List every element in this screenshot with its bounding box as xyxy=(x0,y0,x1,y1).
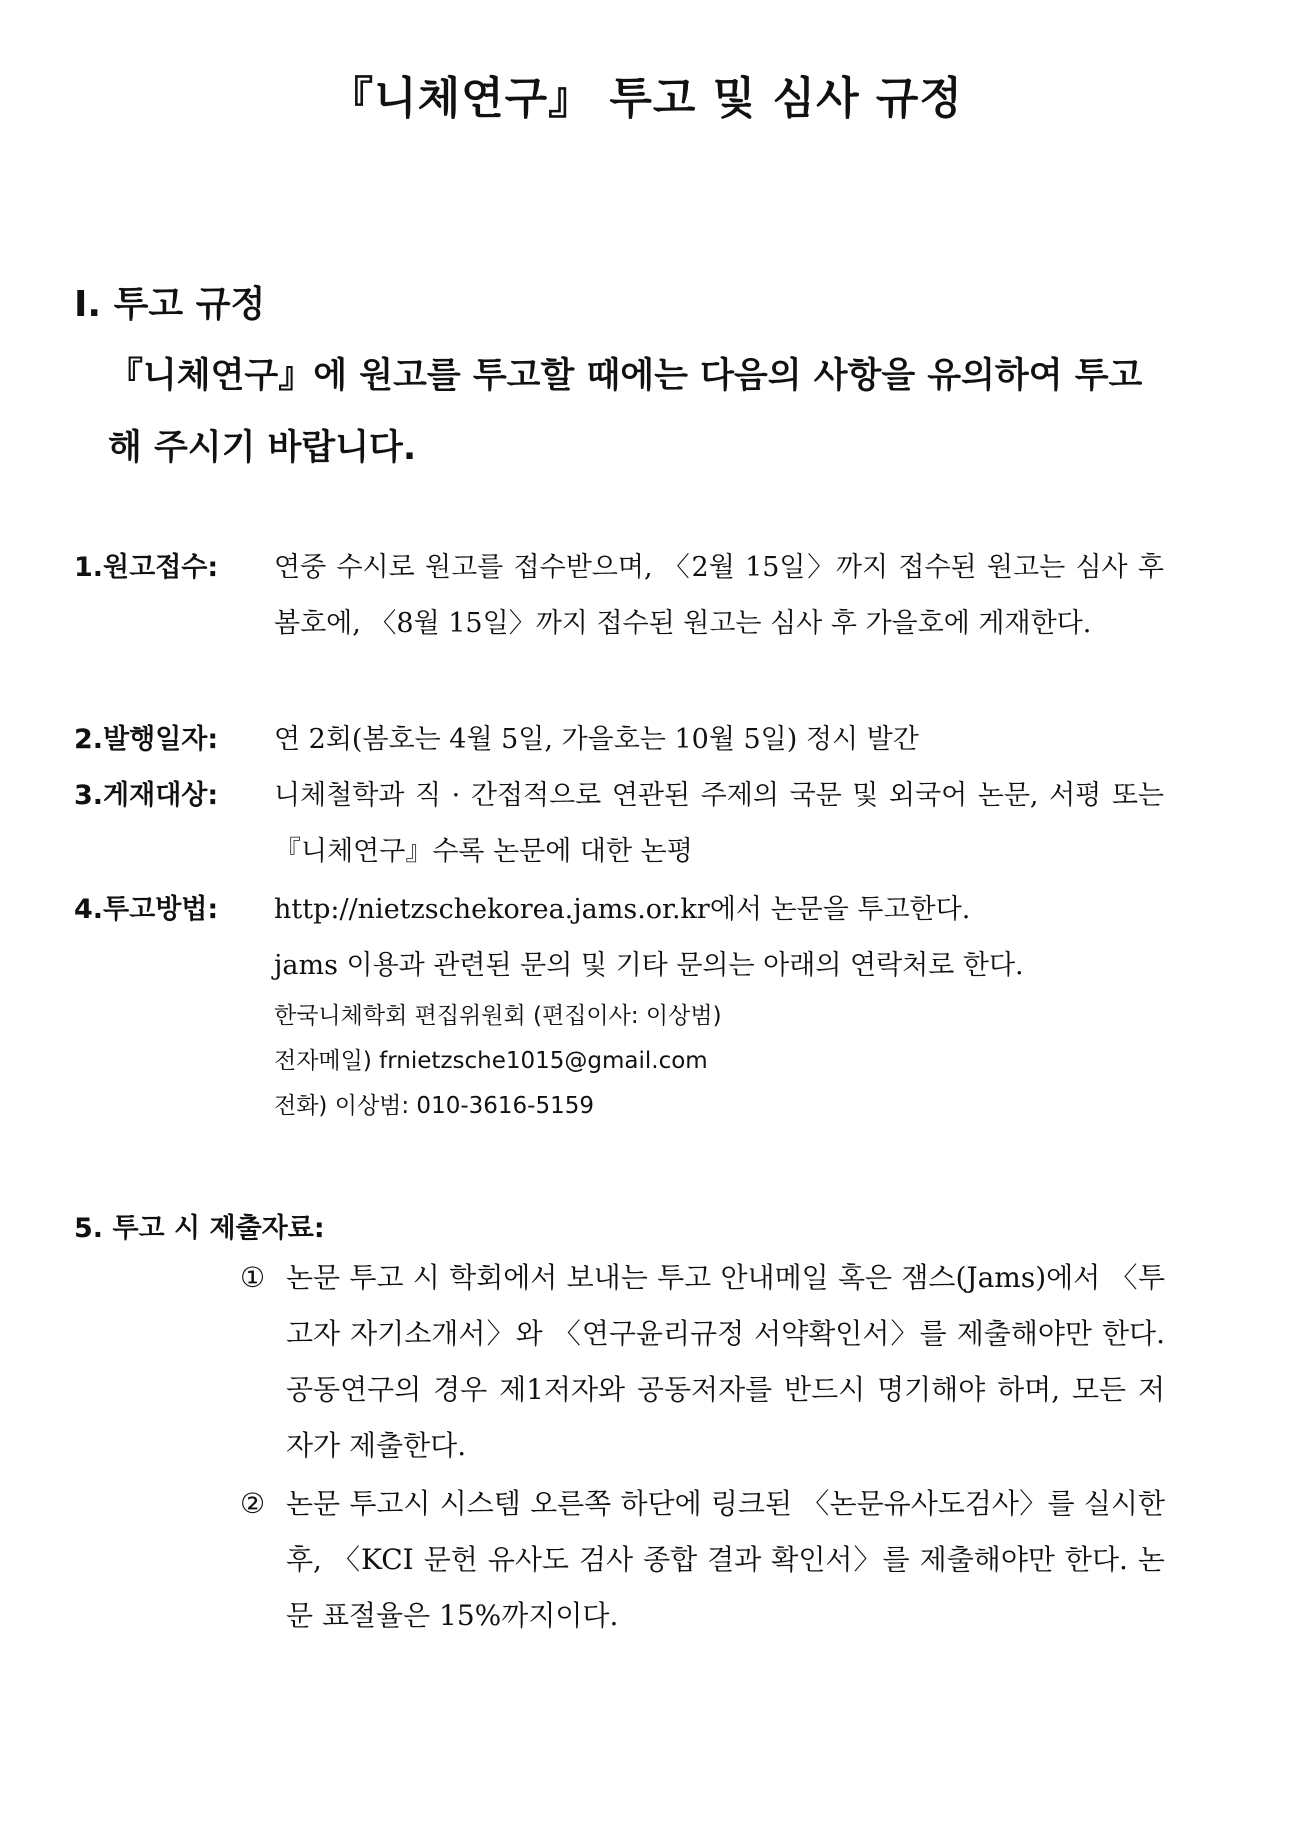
contact-email: 전자메일) frnietzsche1015@gmail.com xyxy=(274,1048,708,1074)
circled-number-marker: ① xyxy=(240,1261,266,1294)
intro-paragraph: 『니체연구』에 원고를 투고할 때에는 다음의 사항을 유의하여 투고해 주시기 바랍니다. xyxy=(108,356,1143,468)
contact-organization: 한국니체학회 편집위원회 (편집이사: 이상범) xyxy=(274,1003,722,1029)
rule-label: 2.발행일자: xyxy=(74,724,219,755)
rule-body xyxy=(274,882,1164,1129)
submission-url-line: http://nietzschekorea.jams.or.kr에서 논문을 투고한다. xyxy=(274,894,971,925)
circled-number-marker: ② xyxy=(240,1487,266,1520)
submission-material-text: 논문 투고 시 학회에서 보내는 투고 안내메일 혹은 잼스(Jams)에서 〈투고자 자기소개서〉와 〈연구윤리규정 서약확인서〉를 제출해야만 한다. 공동연구의 경우 제1저자와 공동저자를 반드시 명기해야 하며, 모든 저자가 제출한다. xyxy=(286,1261,1165,1462)
submission-material-item-1 xyxy=(240,1250,1165,1474)
submission-material-item-2 xyxy=(240,1476,1165,1644)
rule-text: 연중 수시로 원고를 접수받으며, 〈2월 15일〉까지 접수된 원고는 심사 후 봄호에, 〈8월 15일〉까지 접수된 원고는 심사 후 가을호에 게재한다. xyxy=(274,552,1164,639)
section-heading-submission-materials: 5. 투고 시 제출자료: xyxy=(74,1213,325,1244)
inquiry-line: jams 이용과 관련된 문의 및 기타 문의는 아래의 연락처로 한다. xyxy=(274,950,1024,981)
submission-material-text: 논문 투고시 시스템 오른쪽 하단에 링크된 〈논문유사도검사〉를 실시한 후, 〈KCI 문헌 유사도 검사 종합 결과 확인서〉를 제출해야만 한다. 논문 표절율은 15%까지이다. xyxy=(286,1487,1165,1632)
page-title: 『니체연구』 투고 및 심사 규정 xyxy=(329,73,963,124)
section-heading-submission-rules: I. 투고 규정 xyxy=(74,284,266,325)
rule-text: 연 2회(봄호는 4월 5일, 가을호는 10월 5일) 정시 발간 xyxy=(274,724,919,755)
contact-phone: 전화) 이상범: 010-3616-5159 xyxy=(274,1093,594,1119)
rule-label: 4.투고방법: xyxy=(74,894,219,925)
rule-body xyxy=(274,712,1164,768)
rule-label: 3.게재대상: xyxy=(74,780,219,811)
contact-block xyxy=(274,994,1164,1129)
rule-text: 니체철학과 직 · 간접적으로 연관된 주제의 국문 및 외국어 논문, 서평 또는 『니체연구』수록 논문에 대한 논평 xyxy=(274,780,1164,867)
rule-body xyxy=(274,540,1164,652)
rule-label: 1.원고접수: xyxy=(74,552,219,583)
rule-body xyxy=(274,768,1164,880)
